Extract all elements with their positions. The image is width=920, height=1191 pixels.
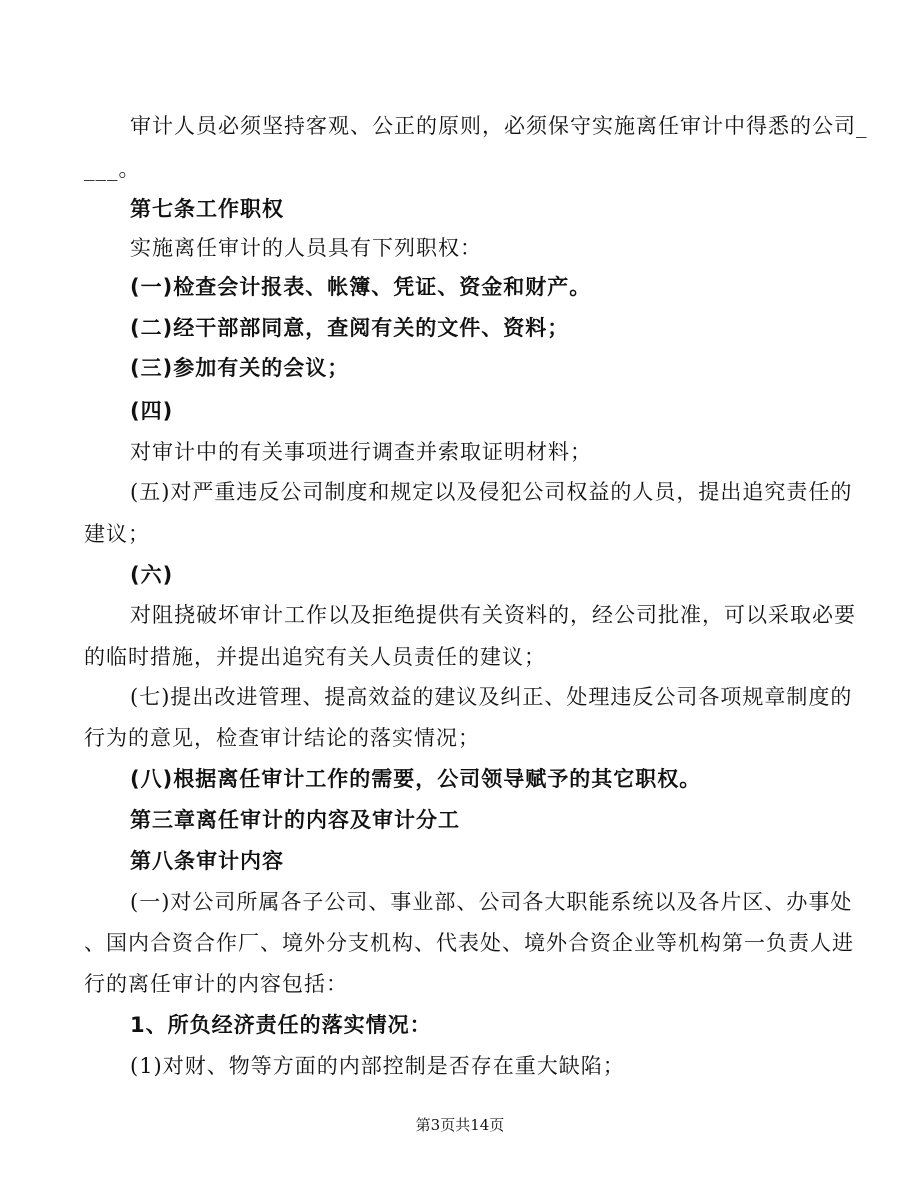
- list-item-6-marker: (六): [130, 563, 174, 587]
- article-heading-8: 第八条审计内容: [130, 849, 284, 873]
- list-item-6-text: 对阻挠破坏审计工作以及拒绝提供有关资料的，经公司批准，可以采取必要: [130, 603, 856, 627]
- page-number: 第3页共14页: [415, 1116, 505, 1134]
- list-item-6-cont: 的临时措施，并提出追究有关人员责任的建议；: [84, 645, 546, 669]
- paragraph-line-2: ___。: [84, 157, 141, 181]
- paragraph-line-21: 、国内合资合作厂、境外分支机构、代表处、境外合资企业等机构第一负责人进: [84, 931, 854, 955]
- list-item-8: (八)根据离任审计工作的需要，公司领导赋予的其它职权。: [130, 767, 702, 791]
- list-item-5: (五)对严重违反公司制度和规定以及侵犯公司权益的人员，提出追究责任的: [130, 480, 853, 504]
- list-item-2: (二)经干部部同意，查阅有关的文件、资料；: [130, 316, 570, 340]
- subheading-1: 1、所负经济责任的落实情况：: [130, 1013, 432, 1037]
- list-item-3: (三)参加有关的会议；: [130, 356, 350, 380]
- paragraph-line-4: 实施离任审计的人员具有下列职权：: [130, 236, 482, 260]
- article-heading-7: 第七条工作职权: [130, 197, 284, 221]
- paragraph-line-22: 行的离任审计的内容包括：: [84, 972, 348, 996]
- list-item-5-cont: 建议；: [84, 522, 150, 546]
- chapter-heading-3: 第三章离任审计的内容及审计分工: [130, 808, 460, 832]
- list-item-7-cont: 行为的意见，检查审计结论的落实情况；: [84, 726, 480, 750]
- paragraph-line-20: (一)对公司所属各子公司、事业部、公司各大职能系统以及各片区、办事处: [130, 890, 853, 914]
- list-item-7: (七)提出改进管理、提高效益的建议及纠正、处理违反公司各项规章制度的: [130, 685, 853, 709]
- list-item-4-marker: (四): [130, 399, 174, 423]
- subitem-1: (1)对财、物等方面的内部控制是否存在重大缺陷；: [130, 1054, 625, 1078]
- paragraph-line-1: 审计人员必须坚持客观、公正的原则，必须保守实施离任审计中得悉的公司_: [130, 114, 868, 138]
- list-item-1: (一)检查会计报表、帐簿、凭证、资金和财产。: [130, 275, 592, 299]
- list-item-4-text: 对审计中的有关事项进行调查并索取证明材料；: [130, 440, 592, 464]
